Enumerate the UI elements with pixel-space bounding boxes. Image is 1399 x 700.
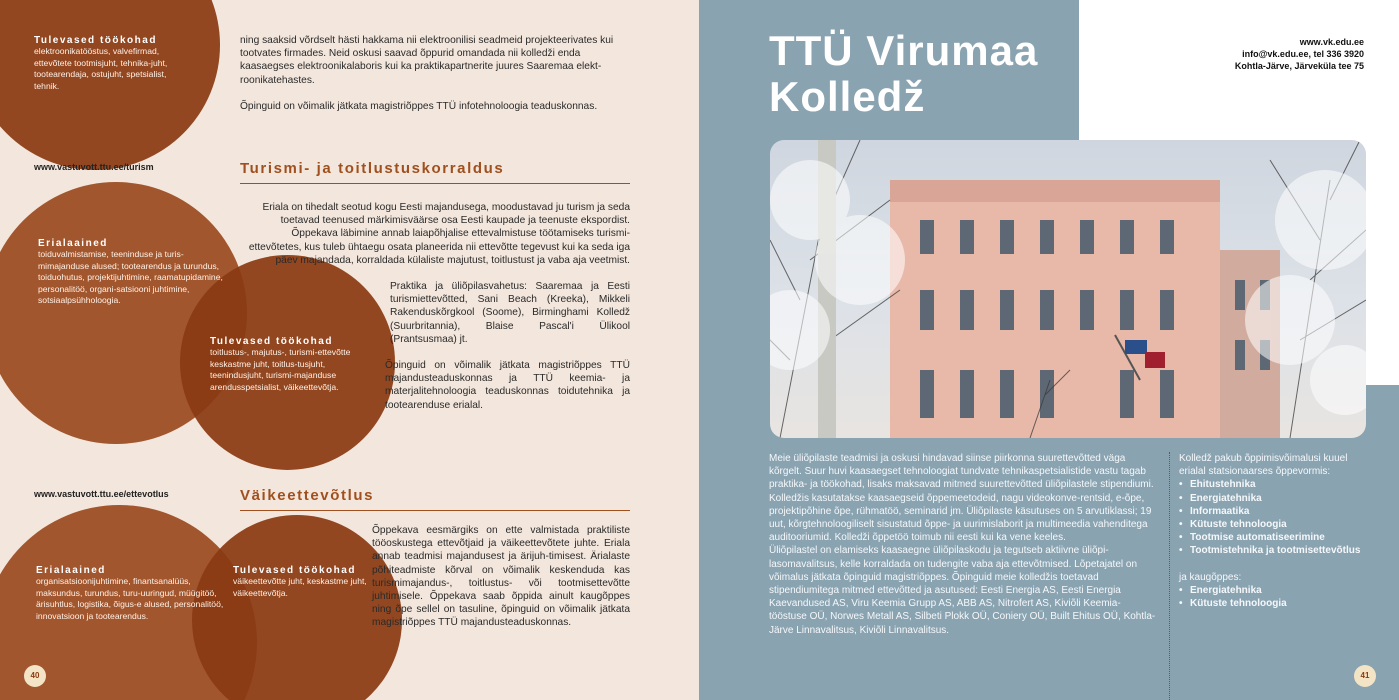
column-divider [1169,452,1170,700]
ettevotlus-body [372,524,630,630]
turism-subjects-text: toiduvalmistamise, teeninduse ja turis-mimajanduse alused; tootearendus ja turundus, toiduohutus, projektijuhtimine, raamatupidamine, personalitöö, organi-satsiooni juhtimine, sotsiaalpsühholoogia. [38,249,223,306]
programs-sidebar [1179,452,1369,610]
turism-url[interactable]: www.vastuvott.ttu.ee/turism [34,162,154,172]
turism-jobs-text: toitlustus-, majutus-, turismi-ettevõtte keskastme juht, toitlus-tusjuht, teenindusjuht, turismi-majanduse arendusspetsialist, väikeettevõtja. [210,347,351,392]
turism-title: Turismi- ja toitlustuskorraldus [240,160,505,177]
ettevotlus-title-rule [240,510,630,511]
ettevotlus-jobs-heading: Tulevased töökohad [233,565,356,576]
building-cornice [890,180,1220,202]
programs-intro: Kolledž pakub õppimisvõimalusi kuuel erialal statsionaarses õppevormis: [1179,453,1348,478]
distance-program-item: • Energiatehnika [1179,584,1369,597]
college-title-line-2: Kolledž [769,73,926,120]
contact-block [1235,36,1364,72]
ettevotlus-jobs-text: väikeettevõtte juht, keskastme juht, väikeettevõtja. [233,576,367,598]
college-body-paragraph-1: Meie üliõpilaste teadmisi ja oskusi hindavad siinse piirkonna suurettevõtted väga kõrgelt. Suur huvi kaasaegset tehnoloogiat tundvate tehnikaspetsialistide vastu tagab praktika- ja töökohad, lisaks maksavad mitmed suurettevõtted üliõpilastele stipendiumi. Kolledžis kasutatakse kaasaegseid õppemeetodeid, nagu videokonve-rentsid, e-õpe, projektipõhine õpe, rühmatöö, seminarid jm. Üliõpilaste käsutuses on 5 arvutiklassi; 19 uut, kõrgtehnoloogiliselt sisustatud õppe- ja uurimislaborit ja multimeedia vahenditega auditooriumid. Kolledži õppetöö toimub nii eesti kui ka vene keeles. [769,453,1154,544]
intro-paragraph-1: ning saaksid võrdselt hästi hakkama nii elektroonilisi seadmeid projekteerivates kui tootvates firmades. Neid oskusi saavad õppurid omandada nii kolledži enda kaasaegses elektroonikalaboris kui ka praktikapartnerite juures Saaremaa elekt-roonikatehastes. [240,35,614,86]
full-time-program-item: • Kütuste tehnoloogia [1179,518,1369,531]
flag-2 [1145,352,1165,368]
top-jobs-heading: Tulevased töökohad [34,35,157,46]
full-time-program-item: • Ehitustehnika [1179,478,1369,491]
full-time-program-item: • Tootmistehnika ja tootmisettevõtlus [1179,544,1369,557]
full-time-program-item: • Energiatehnika [1179,492,1369,505]
turism-subjects-heading: Erialaained [38,238,108,249]
turism-title-rule [240,183,630,184]
turism-paragraph-1: Eriala on tihedalt seotud kogu Eesti majandusega, moodustavad ju turism ja seda toetavad teenused märkimisväärse osa Eesti kaupade ja teenuste ekspordist. [262,202,630,227]
college-building-photo [770,140,1366,438]
ettevotlus-jobs-block [233,565,393,599]
left-page [0,0,699,700]
flag-1 [1125,340,1147,354]
turism-body [240,201,630,412]
top-jobs-block [34,35,194,92]
page-number-right: 41 [1354,665,1376,687]
right-page [699,0,1399,700]
top-jobs-text: elektroonikatööstus, valvefirmad, ettevõtete tootmisjuht, tehnika-juht, tootearendaja, ostujuht, spetsialist, tehnik. [34,46,168,91]
turism-paragraph-3: Praktika ja üliõpilasvahetus: Saaremaa ja Eesti turismiettevõtted, Sani Beach (Kreeka), Mikkeli Rakenduskõrgkool (Soome), Birminghami Kolledž (Suurbritannia), Blaise Pascal'i Ülikool (Prantsusmaa) jt. [390,281,630,345]
full-time-program-item: • Tootmise automatiseerimine [1179,531,1369,544]
turism-subjects-block [38,238,228,307]
full-time-programs-list [1179,478,1369,557]
ettevotlus-subjects-block [36,565,226,622]
distance-program-item: • Kütuste tehnoloogia [1179,597,1369,610]
college-building-illustration [770,140,1366,438]
full-time-program-item: • Informaatika [1179,505,1369,518]
college-body-paragraph-2: Üliõpilastel on elamiseks kaasaegne üliõpilaskodu ja tegutseb aktiivne üliõpi-lasomavalitsus, kelle korraldada on tudengite vaba aja ettevõtmised. Lõpetajatel on võimalus jätkata õpinguid magistriõppes. Õpinguid meie kolledžis toetavad stipendiumitega mitmed ettevõtted ja asutused: Eesti Energia AS, Eesti Energia Kaevandused AS, Viru Keemia Grupp AS, ABB AS, Nitrofert AS, Kiviõli Keemia-tööstuse OÜ, Norwes Metall AS, Silbeti Plokk OÜ, Coniery OÜ, Built Ehitus OÜ, Kohtla-Järve Linnavalitsus, Kiviõli Linnavalitsus. [769,545,1156,636]
page-number-left: 40 [24,665,46,687]
ettevotlus-url[interactable]: www.vastuvott.ttu.ee/ettevotlus [34,489,169,499]
college-body-text [769,452,1157,637]
turism-paragraph-4: Õpinguid on võimalik jätkata magistriõppes TTÜ majandusteaduskonnas ja TTÜ keemia- ja materjalitehnoloogia teaduskonnas toidutehnika ja tootearenduse erialal. [385,360,630,411]
contact-web[interactable]: www.vk.edu.ee [1299,37,1364,47]
distance-intro: ja kaugõppes: [1179,571,1242,583]
ettevotlus-title: Väikeettevõtlus [240,487,375,504]
intro-paragraph-2: Õpinguid on võimalik jätkata magistriõppes TTÜ infotehnoloogia teaduskonnas. [240,100,598,112]
turism-paragraph-2: Õppekava läbimine annab laiapõhjalise ettevalmistuse töötamiseks turismi-ettevõtetes, kus tuleb ühtaegu osata planeerida nii ettevõtte tegevust kui ka seda iga päev majandada, korraldada külaliste majutust, toitlustust ja vaba aja veetmist. [248,228,630,266]
college-title [769,28,1038,120]
contact-address: Kohtla-Järve, Järveküla tee 75 [1234,61,1364,71]
contact-email-phone[interactable]: info@vk.edu.ee, tel 336 3920 [1242,49,1364,59]
turism-jobs-heading: Tulevased töökohad [210,336,333,347]
intro-text [240,34,632,113]
college-title-line-1: TTÜ Virumaa [769,27,1039,74]
ettevotlus-paragraph: Õppekava eesmärgiks on ette valmistada praktiliste tööoskustega ettevõtjaid ja väikeettevõtete juhte. Eriala annab teadmisi majandusest ja ärijuh-timisest. Ärialaste põhiteadmiste kõrval on võimalik keskenduda kas turismimajandus-, toitlustus- või tootmisettevõtte juhtimisele. Õppekava saab õppida ainult kaugõppes ning õpe sellel on tasuline, õpinguid on võimalik jätkata magistriõppes TTÜ majandusteaduskonnas. [372,525,630,629]
distance-programs-list [1179,584,1369,610]
ettevotlus-subjects-text: organisatsioonijuhtimine, finantsanalüüs, maksundus, turundus, turu-uuringud, müügitöö, ärisuhtlus, logistika, õigus-e alused, personalitöö, innovatsioon ja tootearendus. [36,576,224,621]
ettevotlus-subjects-heading: Erialaained [36,565,106,576]
